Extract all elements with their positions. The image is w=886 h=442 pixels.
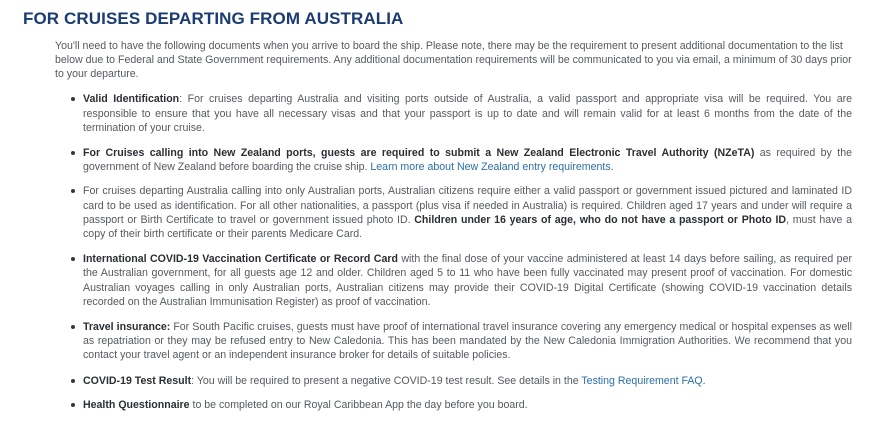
item-text: to be completed on our Royal Caribbean App the day before you board. bbox=[189, 398, 528, 411]
item-title: For Cruises calling into New Zealand ports, guests are required to submit a New Zealand Electronic Travel Authority (NZeTA) bbox=[83, 147, 755, 159]
list-item-nzeta bbox=[71, 146, 852, 174]
item-text: For cruises departing Australia calling into only Australian ports, Australian citizens require either a valid passport or government issued pictured and laminated ID card to be used as identification. For all other nationalities, a passport (plus visa if needed in Australia) is required. Children aged 17 years and under will require a passport or Birth Certificate to travel or government issued photo ID. bbox=[83, 185, 852, 226]
list-item-vaccination-certificate bbox=[71, 252, 852, 309]
list-item-health-questionnaire bbox=[71, 398, 852, 412]
item-title: Travel insurance: bbox=[83, 321, 171, 334]
item-text: with the final dose of your vaccine administered at least 14 days before sailing, as required per the Australian government, for all guests age 12 and older. Children aged 5 to 11 who have been fully vaccinated may present proof of vaccination. For domestic Australian voyages calling in only Australian ports, Australian citizens may provide their COVID-19 Digital Certificate (showing COVID-19 vaccination details recorded on the Australian Immunisation Register) as proof of vaccination. bbox=[83, 253, 852, 308]
item-title: Health Questionnaire bbox=[83, 398, 190, 411]
list-item-valid-identification bbox=[71, 92, 852, 135]
list-item-travel-insurance bbox=[71, 320, 852, 363]
item-text: : You will be required to present a negative COVID-19 test result. See details in the bbox=[191, 374, 582, 387]
item-text-end: . bbox=[610, 161, 614, 174]
list-item-australian-ports bbox=[71, 184, 852, 241]
nz-entry-requirements-link[interactable]: Learn more about New Zealand entry requirements bbox=[370, 161, 611, 174]
item-title: International COVID-19 Vaccination Certificate or Record Card bbox=[83, 253, 398, 266]
item-text: as required by the government of New Zealand before boarding the cruise ship. bbox=[83, 147, 852, 174]
intro-paragraph: You'll need to have the following documents when you arrive to board the ship. Please note, there may be the requirement to present additional documentation to the list below due to Federal and State Government requirements. Any additional documentation requirements will be communicated to you via email, a minimum of 30 days prior to your departure. bbox=[55, 40, 852, 80]
section-heading: FOR CRUISES DEPARTING FROM AUSTRALIA bbox=[23, 9, 404, 28]
item-title: Valid Identification bbox=[83, 93, 180, 106]
item-emphasis: Children under 16 years of age, who do not have a passport or Photo ID bbox=[414, 213, 787, 226]
item-text-end: . bbox=[702, 374, 706, 387]
item-text-end: , must have a copy of their birth certificate or their parents Medicare Card. bbox=[83, 213, 853, 241]
item-title: COVID-19 Test Result bbox=[83, 374, 192, 387]
list-item-covid-test bbox=[71, 374, 852, 388]
required-documents-list bbox=[71, 92, 852, 412]
item-text: : For cruises departing Australia and visiting ports outside of Australia, a valid passport and appropriate visa will be required. You are responsible to ensure that you have all necessary visas and that your passport is up to date and will remain valid for at least 6 months from the date of the termination of your cruise. bbox=[83, 93, 853, 134]
item-text: For South Pacific cruises, guests must have proof of international travel insurance covering any emergency medical or hospital expenses as well as repatriation or they may be refused entry to New Caledonia. This has been mandated by the New Caledonia Immigration Authorities. We recommend that you contact your travel agent or an independent insurance broker for details of suitable policies. bbox=[83, 321, 853, 362]
testing-requirement-faq-link[interactable]: Testing Requirement FAQ bbox=[581, 374, 703, 387]
